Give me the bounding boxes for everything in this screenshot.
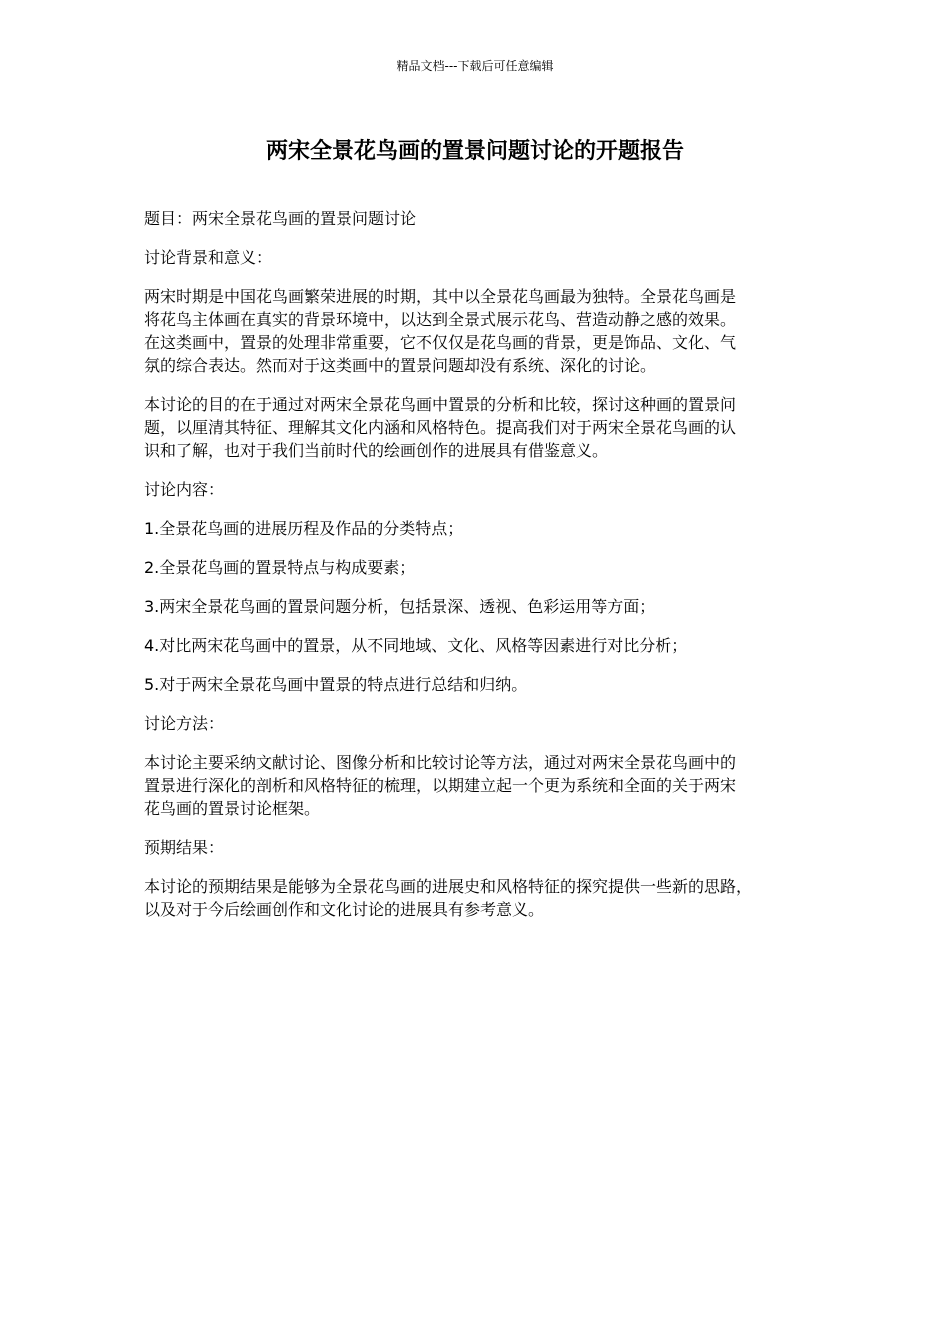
header-note: 精品文档---下载后可任意编辑 [396, 59, 554, 73]
content-item-3: 3.两宋全景花鸟画的置景问题分析，包括景深、透视、色彩运用等方面； [144, 597, 656, 616]
section-heading-background: 讨论背景和意义： [144, 248, 273, 267]
topic-line: 题目：两宋全景花鸟画的置景问题讨论 [144, 209, 417, 228]
section-heading-results: 预期结果： [144, 838, 225, 857]
document-title: 两宋全景花鸟画的置景问题讨论的开题报告 [265, 139, 684, 164]
background-paragraph: 两宋时期是中国花鸟画繁荣进展的时期，其中以全景花鸟画最为独特。全景花鸟画是 将花鸟主体画在真实的背景环境中，以达到全景式展示花鸟、营造动静之感的效果。 在这类画中，置景的处理非常重要，它不仅仅是花鸟画的背景，更是饰品、文化、气 氛的综合表达。然而对于这类画中的置景问题却没有系统、深化的讨论。 [144, 287, 737, 375]
content-item-4: 4.对比两宋花鸟画中的置景，从不同地域、文化、风格等因素进行对比分析； [144, 636, 688, 655]
content-item-5: 5.对于两宋全景花鸟画中置景的特点进行总结和归纳。 [144, 675, 528, 694]
document-body [144, 207, 809, 937]
methods-paragraph: 本讨论主要采纳文献讨论、图像分析和比较讨论等方法，通过对两宋全景花鸟画中的 置景进行深化的剖析和风格特征的梳理，以期建立起一个更为系统和全面的关于两宋 花鸟画的置景讨论框架。 [144, 753, 737, 818]
results-paragraph: 本讨论的预期结果是能够为全景花鸟画的进展史和风格特征的探究提供一些新的思路， 以及对于今后绘画创作和文化讨论的进展具有参考意义。 [144, 877, 753, 919]
content-item-2: 2.全景花鸟画的置景特点与构成要素； [144, 558, 416, 577]
content-item-1: 1.全景花鸟画的进展历程及作品的分类特点； [144, 519, 464, 538]
purpose-paragraph: 本讨论的目的在于通过对两宋全景花鸟画中置景的分析和比较，探讨这种画的置景问 题，以厘清其特征、理解其文化内涵和风格特色。提高我们对于两宋全景花鸟画的认 识和了解，也对于我们当前时代的绘画创作的进展具有借鉴意义。 [144, 395, 737, 460]
section-heading-methods: 讨论方法： [144, 714, 225, 733]
section-heading-content: 讨论内容： [144, 480, 225, 499]
